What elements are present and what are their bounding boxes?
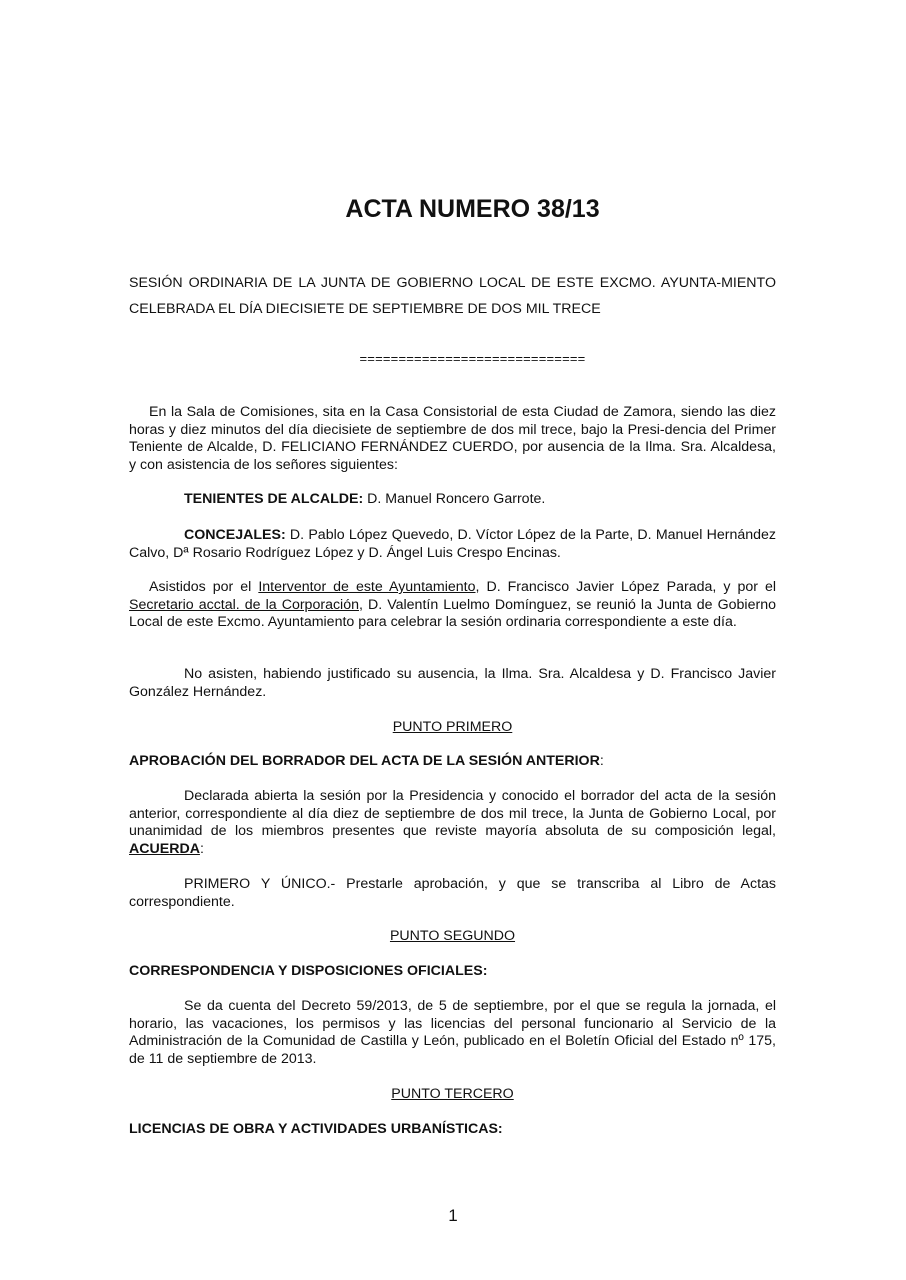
punto-primero-heading-text: PUNTO PRIMERO [392, 719, 513, 735]
punto-primero-title [129, 753, 776, 771]
punto-primero-title-text: APROBACIÓN DEL BORRADOR DEL ACTA DE LA SESIÓN ANTERIOR [129, 753, 600, 769]
punto-segundo-body: Se da cuenta del Decreto 59/2013, de 5 de septiembre, por el que se regula la jornada, el horario, las vacaciones, los permisos y las licencias del personal funcionario al Servicio de la Administración de la Comunidad de Castilla y León, publicado en el Boletín Oficial del Estado nº 175, de 11 de septiembre de 2013. [129, 998, 776, 1067]
tenientes-text: D. Manuel Roncero Garrote. [363, 491, 546, 507]
primero-unico-paragraph: PRIMERO Y ÚNICO.- Prestarle aprobación, y que se transcriba al Libro de Actas correspondiente. [129, 876, 776, 910]
secretario-link: Secretario acctal. de la Corporación [129, 596, 359, 613]
punto-primero-body [129, 788, 776, 858]
asistidos-paragraph [129, 579, 776, 632]
session-subtitle: SESIÓN ORDINARIA DE LA JUNTA DE GOBIERNO LOCAL DE ESTE EXCMO. AYUNTA-MIENTO CELEBRADA EL DÍA DIECISIETE DE SEPTIEMBRE DE DOS MIL TRECE [129, 275, 776, 317]
acuerda-suffix: : [199, 840, 204, 857]
punto-segundo-heading [129, 928, 776, 946]
separator-line: ============================= [359, 351, 586, 366]
punto-primero-body-text: Declarada abierta la sesión por la Presidencia y conocido el borrador del acta de la sesión anterior, correspondiente al día diez de septiembre de dos mil trece, la Junta de Gobierno Local, por unanimidad de los miembros presentes que reviste mayoría absoluta de su composición legal, [129, 788, 776, 839]
concejales-text: D. Pablo López Quevedo, D. Víctor López de la Parte, D. Manuel Hernández Calvo, Dª Rosario Rodríguez López y D. Ángel Luis Crespo Encinas. [129, 527, 776, 561]
punto-segundo-title: CORRESPONDENCIA Y DISPOSICIONES OFICIALES: [129, 963, 488, 979]
punto-segundo-heading-text: PUNTO SEGUNDO [389, 928, 516, 944]
acuerda-word: ACUERDA [129, 840, 200, 857]
punto-primero-heading [129, 719, 776, 737]
intro-paragraph: En la Sala de Comisiones, sita en la Casa Consistorial de esta Ciudad de Zamora, siendo las diez horas y diez minutos del día diecisiete de septiembre de dos mil trece, bajo la Presi-dencia del Primer Teniente de Alcalde, D. FELICIANO FERNÁNDEZ CUERDO, por ausencia de la Ilma. Sra. Alcaldesa, y con asistencia de los señores siguientes: [129, 404, 776, 473]
asistidos-text-a: Asistidos por el [149, 579, 259, 595]
tenientes-paragraph [129, 491, 776, 509]
no-asisten-paragraph: No asisten, habiendo justificado su ausencia, la Ilma. Sra. Alcaldesa y D. Francisco Javier González Hernández. [129, 666, 776, 700]
asistidos-text-b: , D. Francisco Javier López Parada, y por el [475, 579, 776, 595]
page-number: 1 [448, 1206, 458, 1225]
interventor-link: Interventor de este Ayuntamiento [258, 579, 476, 595]
concejales-paragraph [129, 527, 776, 562]
asistidos-text-c: , D. Valentín Luelmo Domínguez, se reunió la Junta de Gobierno Local de este Excmo. Ayuntamiento para celebrar la sesión ordinaria correspondiente a este día. [129, 596, 776, 630]
tenientes-label: TENIENTES DE ALCALDE: [184, 491, 364, 507]
document-title: ACTA NUMERO 38/13 [345, 195, 600, 223]
punto-tercero-heading-text: PUNTO TERCERO [391, 1086, 514, 1102]
punto-primero-title-suffix: : [599, 753, 604, 769]
punto-tercero-heading [129, 1086, 776, 1104]
punto-tercero-title: LICENCIAS DE OBRA Y ACTIVIDADES URBANÍSTICAS: [129, 1121, 503, 1137]
concejales-label: CONCEJALES: [184, 527, 286, 543]
